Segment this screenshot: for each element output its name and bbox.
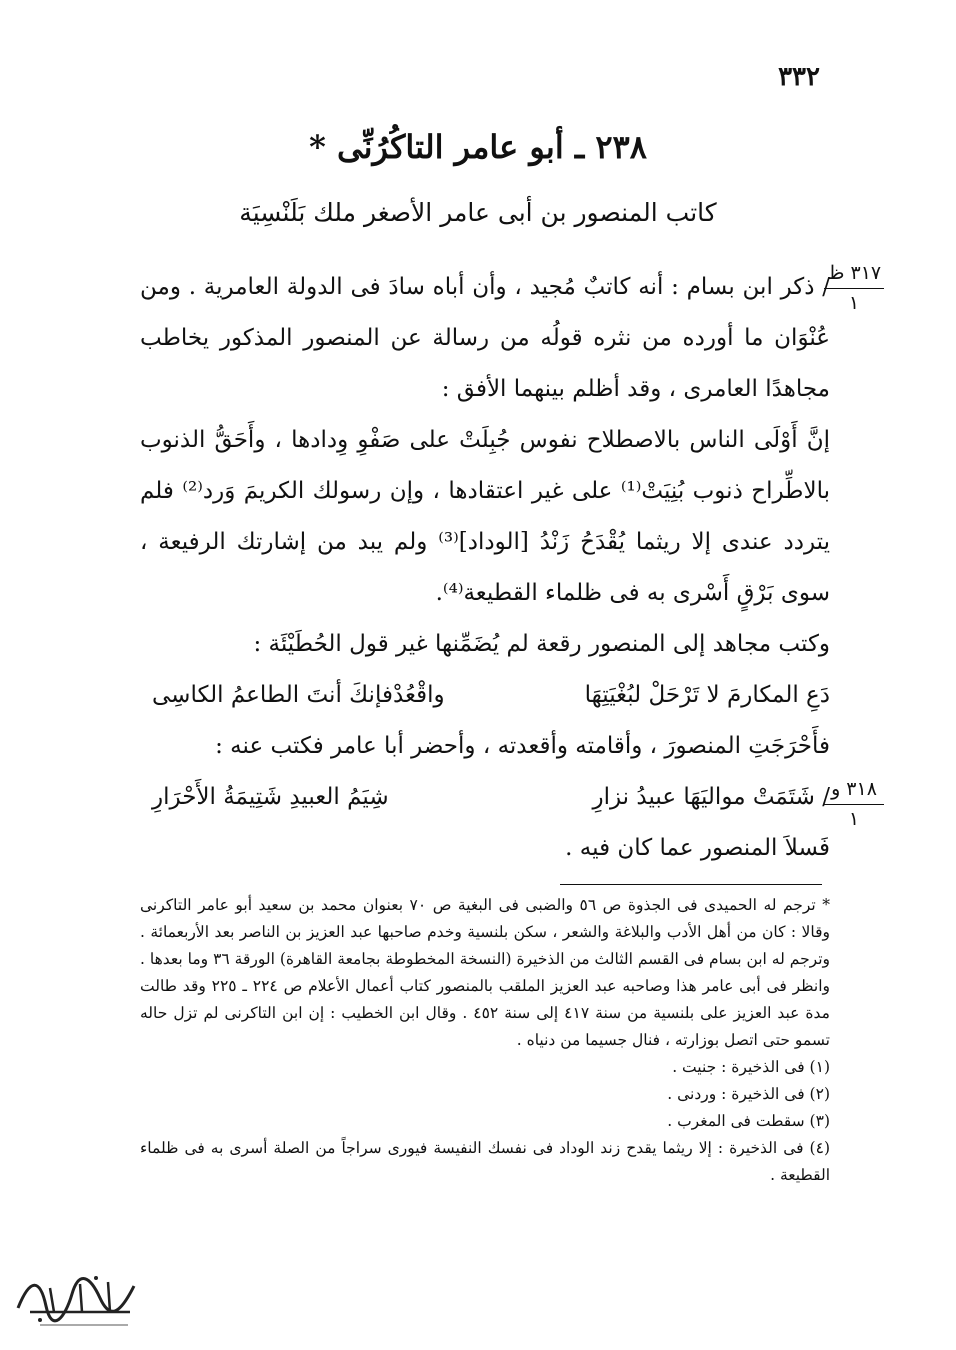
footnote-1: (١) فى الذخيرة : جنيت .: [672, 1058, 830, 1076]
verse-line: [140, 670, 830, 721]
footnote-4: (٤) فى الذخيرة : إلا ريثما يقدح زند الوداد فى نفسك النفيسة فيورى سراجاً من الصلة أسرى به فى ظلماء القطيعة .: [140, 1139, 830, 1184]
entry-subtitle: كاتب المنصور بن أبى عامر الأصغر ملك بَلَنْسِيَة: [239, 198, 717, 227]
paragraph-letter: إنَّ أَوْلَى الناس بالاصطلاح نفوس جُبِلَتْ على صَفْوِ وِدادها ، وأَحَقُّ الذنوب بالاطِّراح ذنوب بُنِيَتْ⁽¹⁾ على غير اعتقادها ، وإن رسولك الكريمَ وَرد⁽²⁾ فلم يتردد عندى إلا ريثما يُقْدَحُ زَنْدُ [الوداد]⁽³⁾ ولم يبد من إشارتك الرفيعة ، سوى بَرْقٍ أَسْرى به فى ظلماء القطيعة⁽⁴⁾.: [140, 427, 830, 606]
paragraph-reaction: فأَحْرَجَتِ المنصورَ ، وأقامته وأقعدته ، وأحضر أبا عامر فكتب عنه :: [215, 733, 830, 759]
manuscript-folio-marker: [824, 778, 884, 830]
verse-hemistich-right: / شَتَمَتْ مواليَهَا عبيدُ نزارِ: [592, 784, 830, 810]
folio-line: ١: [848, 292, 860, 314]
entry-title: ٢٣٨ ـ أبو عامر التاكُرُنِّى *: [309, 128, 647, 166]
folio-number: ٣١٧ ظ: [824, 262, 884, 289]
verse-hemistich-left: شِيَمُ العبيدِ شَتِيمَةُ الأَحْرَارِ: [152, 784, 389, 810]
footnote-3: (٣) سقطت فى المغرب .: [667, 1112, 830, 1130]
footnotes: [140, 892, 830, 1189]
paragraph-closing: فَسلاَ المنصور عما كان فيه .: [565, 835, 830, 861]
page-number: ٣٣٢: [778, 62, 820, 92]
paragraph-intro: / ذكر ابن بسام : أنه كاتبٌ مُجيد ، وأن أباه سادَ فى الدولة العامرية . ومن عُنْوَان ما أورده من نثره قولُه من رسالة عن المنصور المذكور يخاطب مجاهدًا العامرى ، وقد أظلم بينهما الأفق :: [140, 274, 830, 402]
manuscript-folio-marker: [824, 262, 884, 314]
verse-hemistich-right: دَعِ المكارمَ لا تَرْحَلْ لبُغْيَتِهَا: [584, 682, 830, 708]
folio-line: ١: [848, 808, 860, 830]
main-text: [140, 262, 830, 874]
paragraph-mujahid: وكتب مجاهد إلى المنصور رقعة لم يُضَمِّنها غير قول الحُطَيْئَة :: [253, 631, 830, 657]
footnote-2: (٢) فى الذخيرة : وردنى .: [667, 1085, 830, 1103]
folio-number: ٣١٨ و: [824, 778, 884, 805]
verse-line: [140, 772, 830, 823]
verse-hemistich-left: واقْعُدْفإنكَ أنتَ الطاعمُ الكاسِى: [152, 682, 445, 708]
footnote-main: * ترجم له الحميدى فى الجذوة ص ٥٦ والضبى فى البغية ص ٧٠ بعنوان محمد بن سعيد أبو عامر التاكرنى وقالا : كان من أهل الأدب والبلاغة والشعر ، سكن بلنسية وخدم صاحبها عبد العزيز بن الناصر بعد الأربعمائة . وترجم له ابن بسام فى القسم الثالث من الذخيرة (النسخة المخطوطة بجامعة القاهرة) الورقة ٣٦ وما بعدها . وانظر فى أبى عامر هذا وصاحبه عبد العزيز الملقب بالمنصور كتاب أعمال الأعلام ص ٢٢٤ ـ ٢٢٥ وقد طالت مدة عبد العزيز على بلنسية من سنة ٤١٧ إلى سنة ٤٥٢ . وقال ابن الخطيب : إن ابن التاكرنى لم تزل حاله تسمو حتى اتصل بوزارته ، فنال جسيما من دنياه .: [140, 896, 831, 1049]
calligraphic-logo-icon: [10, 1268, 145, 1330]
footnote-divider: [560, 884, 822, 885]
